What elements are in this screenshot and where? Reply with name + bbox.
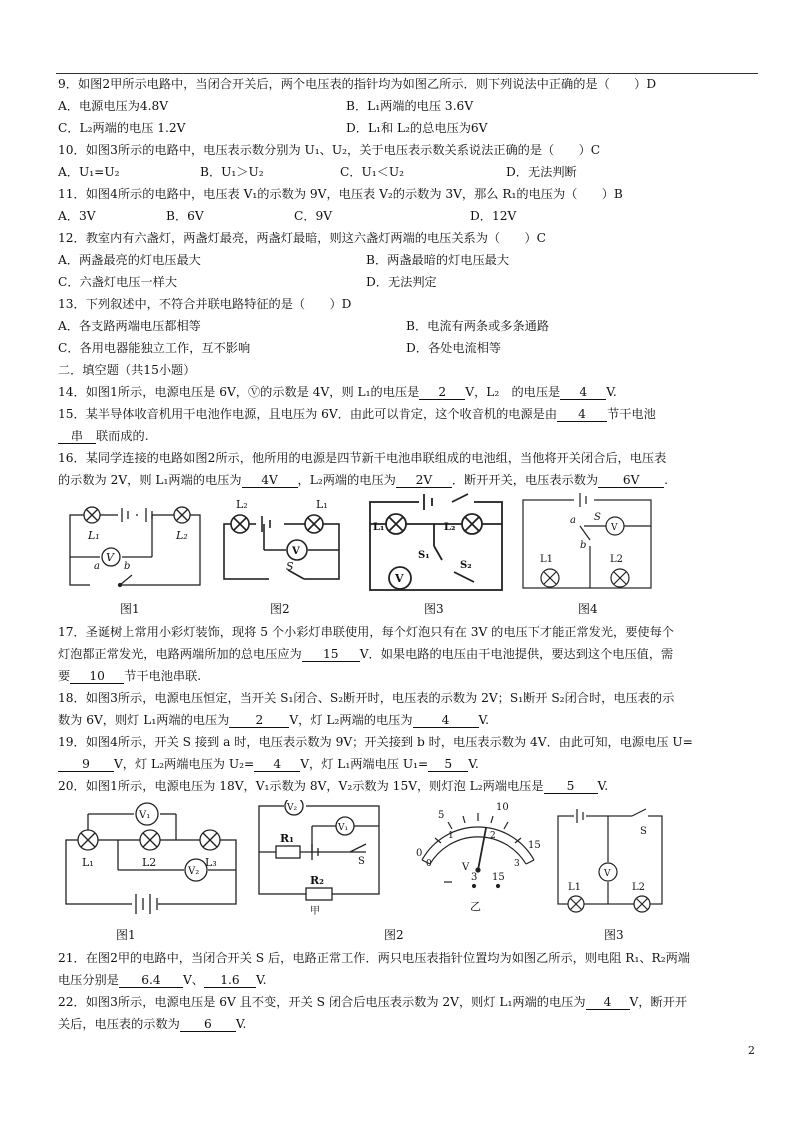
q12-option-d: D．无法判定 <box>366 275 437 289</box>
q21-text-4: V. <box>255 973 267 987</box>
q19-text-2: V，灯 L₂两端电压为 U₂= <box>114 757 255 771</box>
figure3b-circuit <box>552 806 672 916</box>
q22-line-2 <box>58 1016 246 1032</box>
q16-line-2 <box>58 472 668 488</box>
q22-line-1 <box>58 994 687 1010</box>
fig3b-v-label: V <box>604 869 611 879</box>
q17-text-2: 灯泡都正常发光，电路两端所加的总电压应为 <box>58 647 302 661</box>
q13-stem: 13．下列叙述中，不符合并联电路特征的是（ ）D <box>58 297 352 311</box>
q10-option-d: D．无法判断 <box>506 165 577 179</box>
meter-bottom-0: 0 <box>426 859 432 869</box>
q20-text-1: 20．如图1所示，电源电压为 18V，V₁示数为 8V，V₂示数为 15V，则灯泡 L₂两端电压是 <box>58 779 544 793</box>
q17-answer-1: 15 <box>302 647 360 662</box>
q15-line-1 <box>58 406 656 422</box>
q16-text-5: . <box>664 473 668 487</box>
meter-yi-label: 乙 <box>470 900 481 913</box>
figure4-circuit <box>518 490 658 598</box>
q9-option-b: B．L₁两端的电压 3.6V <box>346 99 474 113</box>
fig2-v-label: V <box>292 546 300 557</box>
meter-terminal-15: 15 <box>492 872 505 883</box>
fig1-l1-label: L₁ <box>88 529 100 542</box>
q18-line-1: 18．如图3所示，电源电压恒定，当开关 S₁闭合、S₂断开时，电压表的示数为 2V；S₁断开 S₂闭合时，电压表的示 <box>58 691 675 705</box>
q18-text-2: 数为 6V，则灯 L₁两端的电压为 <box>58 713 230 727</box>
q19-line-1: 19．如图4所示，开关 S 接到 a 时，电压表示数为 9V；开关接到 b 时，电压表示数为 4V．由此可知，电源电压 U= <box>58 735 693 749</box>
fig4-v-label: V <box>611 523 618 533</box>
fig4-s-label: S <box>594 512 601 523</box>
q19-line-2 <box>58 756 479 772</box>
q19-answer-1: 9 <box>58 757 114 772</box>
q16-text-2: 的示数为 2V，则 L₁两端的电压为 <box>58 473 242 487</box>
q10-option-b: B．U₁＞U₂ <box>200 165 264 179</box>
q19-text-3: V，灯 L₁两端电压 U₁= <box>300 757 429 771</box>
fig1b-l2-label: L2 <box>142 856 157 869</box>
q10-stem: 10．如图3所示的电路中，电压表示数分别为 U₁、U₂，关于电压表示数关系说法正确的是（ ）C <box>58 143 601 157</box>
q15-text-3: 联而成的. <box>96 429 149 443</box>
fig2-s-label: S <box>286 560 294 573</box>
fig3b-s-label: S <box>640 826 647 837</box>
fig-row2-caption-3: 图3 <box>604 928 624 942</box>
figure2-circuit <box>214 492 349 592</box>
q9-options-1 <box>58 98 474 114</box>
q15-line-2 <box>58 428 149 444</box>
meter-top-5: 5 <box>438 810 445 821</box>
meter-unit: V <box>462 862 470 873</box>
q11-stem: 11．如图4所示的电路中，电压表 V₁的示数为 9V，电压表 V₂的示数为 3V，那么 R₁的电压为（ ）B <box>58 187 623 201</box>
q11-option-c: C．9V <box>294 209 333 223</box>
meter-terminal-3: 3 <box>471 872 478 883</box>
q22-text-4: V. <box>235 1017 247 1031</box>
q20 <box>58 778 608 794</box>
q16-line-1: 16．某同学连接的电路如图2所示，他所用的电源是四节新干电池串联组成的电池组，当他将开关闭合后，电压表 <box>58 451 667 465</box>
fig-row1-caption-3: 图3 <box>424 602 444 616</box>
q10-option-a: A．U₁=U₂ <box>58 165 120 179</box>
q9-option-c: C．L₂两端的电压 1.2V <box>58 121 186 135</box>
q13-options-2 <box>58 340 502 356</box>
fig-row1-caption-2: 图2 <box>270 602 290 616</box>
q16-answer-2: 2V <box>396 473 452 488</box>
q22-answer-2: 6 <box>180 1017 236 1032</box>
q17-answer-2: 10 <box>70 669 124 684</box>
q12-stem: 12．教室内有六盏灯，两盏灯最亮，两盏灯最暗，则这六盏灯两端的电压关系为（ ）C <box>58 231 546 245</box>
q12-options-1 <box>58 252 510 268</box>
page-number: 2 <box>748 1044 755 1057</box>
fig2b-v1-label: V₁ <box>338 823 349 833</box>
fig2-l2-label: L₂ <box>236 498 248 511</box>
fig-row1-caption-4: 图4 <box>578 602 598 616</box>
q18-answer-2: 4 <box>413 713 479 728</box>
q12-option-b: B．两盏最暗的灯电压最大 <box>366 253 510 267</box>
q21-answer-1: 6.4 <box>119 973 183 988</box>
fig3-l2-label: L₂ <box>444 522 456 533</box>
meter-bottom-2: 2 <box>490 831 496 841</box>
fig-row1-caption-1: 图1 <box>120 602 140 616</box>
q13-option-a: A．各支路两端电压都相等 <box>58 319 201 333</box>
fig2b-r2-label: R₂ <box>310 874 324 887</box>
figure2b-circuit <box>254 800 394 922</box>
q14-answer-2: 4 <box>560 385 606 400</box>
meter-top-0: 0 <box>416 848 423 859</box>
q12-options-2 <box>58 274 437 290</box>
q19-text-4: V. <box>468 757 479 771</box>
figure1b-circuit <box>60 800 242 920</box>
fig-row2-caption-1: 图1 <box>116 928 136 942</box>
q19-answer-3: 5 <box>428 757 468 772</box>
meter-top-15: 15 <box>528 840 541 851</box>
q15-answer-2: 串 <box>58 429 96 444</box>
q17-line-2 <box>58 646 673 662</box>
fig-row2-caption-2: 图2 <box>384 928 404 942</box>
q20-answer-1: 5 <box>544 779 598 794</box>
q11-option-a: A．3V <box>58 209 96 223</box>
q15-text-1: 15．某半导体收音机用干电池作电源，且电压为 6V．由此可以肯定，这个收音机的电源是由 <box>58 407 558 421</box>
q11-options <box>58 208 517 224</box>
q14-text-3: V. <box>606 385 617 399</box>
q9-options-2 <box>58 120 488 136</box>
q21-answer-2: 1.6 <box>204 973 256 988</box>
q14 <box>58 384 617 400</box>
fig1b-l3-label: L₃ <box>205 856 217 869</box>
q11-option-b: B．6V <box>166 209 204 223</box>
meter-top-10: 10 <box>496 802 509 813</box>
fig1-a-label: a <box>94 561 100 572</box>
q17-line-3 <box>58 668 201 684</box>
fig3b-l2-label: L2 <box>632 882 646 893</box>
q16-answer-3: 6V <box>598 473 664 488</box>
q22-text-2: V，断开开 <box>629 995 688 1009</box>
q12-option-c: C．六盏灯电压一样大 <box>58 275 178 289</box>
q21-line-1: 21．在图2甲的电路中，当闭合开关 S 后，电路正常工作．两只电压表指针位置均为如图乙所示，则电阻 R₁、R₂两端 <box>58 951 690 965</box>
q13-options-1 <box>58 318 550 334</box>
header-rule <box>56 73 758 74</box>
q12-option-a: A．两盏最亮的灯电压最大 <box>58 253 201 267</box>
q22-text-1: 22．如图3所示，电源电压是 6V 且不变，开关 S 闭合后电压表示数为 2V，则灯 L₁两端的电压为 <box>58 995 586 1009</box>
fig3-s1-label: S₁ <box>418 550 430 561</box>
q20-text-2: V. <box>597 779 609 793</box>
q10-options <box>58 164 577 180</box>
q13-option-d: D．各处电流相等 <box>406 341 502 355</box>
fig2-l1-label: L₁ <box>316 498 328 511</box>
fig1b-v2-label: V₂ <box>188 866 200 877</box>
fig3-s2-label: S₂ <box>460 560 472 571</box>
q9-stem: 9．如图2甲所示电路中，当闭合开关后，两个电压表的指针均为如图乙所示．则下列说法中正确的是（ ）D <box>58 77 657 91</box>
q19-answer-2: 4 <box>254 757 300 772</box>
fig2b-r1-label: R₁ <box>280 832 294 845</box>
fig1b-v1-label: V₁ <box>139 810 151 821</box>
q16-text-4: ．断开开关，电压表示数为 <box>451 473 599 487</box>
figure3-circuit <box>364 490 510 596</box>
fig2b-v2-label: V₂ <box>287 803 298 813</box>
q14-text-2: V，L₂ 的电压是 <box>465 385 561 399</box>
q18-line-2 <box>58 712 489 728</box>
q16-text-3: ，L₂两端的电压为 <box>297 473 396 487</box>
q21-text-2: 电压分别是 <box>58 973 119 987</box>
q14-answer-1: 2 <box>419 385 465 400</box>
fig1-v-label: V <box>106 551 114 564</box>
fig1b-l1-label: L₁ <box>82 856 94 869</box>
q22-answer-1: 4 <box>586 995 630 1010</box>
q22-text-3: 关后，电压表的示数为 <box>58 1017 180 1031</box>
fig2b-s-label: S <box>358 856 365 867</box>
q16-answer-1: 4V <box>242 473 298 488</box>
q17-line-1: 17．圣诞树上常用小彩灯装饰，现将 5 个小彩灯串联使用，每个灯泡只有在 3V 的电压下才能正常发光，要使每个 <box>58 625 674 639</box>
q21-line-2 <box>58 972 266 988</box>
q13-option-c: C．各用电器能独立工作，互不影响 <box>58 341 251 355</box>
fig2b-jia-label: 甲 <box>310 906 320 917</box>
voltmeter-dial-figure <box>408 800 548 922</box>
fig4-a-label: a <box>570 515 576 526</box>
fig4-l1-label: L1 <box>540 554 554 565</box>
q18-answer-1: 2 <box>229 713 289 728</box>
q15-answer-1: 4 <box>557 407 607 422</box>
section-heading: 二．填空题（共15小题） <box>58 363 196 377</box>
fig3-v-label: V <box>395 572 404 585</box>
q21-text-3: V、 <box>182 973 204 987</box>
fig4-l2-label: L2 <box>610 554 624 565</box>
q17-text-4: 要 <box>58 669 71 683</box>
fig1-l2-label: L₂ <box>176 529 188 542</box>
meter-bottom-1: 1 <box>448 831 454 841</box>
fig1-b-label: b <box>124 561 131 572</box>
fig3b-l1-label: L1 <box>568 882 582 893</box>
figure1-circuit <box>60 495 210 595</box>
q18-text-4: V. <box>478 713 490 727</box>
q17-text-5: 节干电池串联. <box>124 669 202 683</box>
q11-option-d: D．12V <box>470 209 517 223</box>
q15-text-2: 节干电池 <box>607 407 656 421</box>
meter-bottom-3: 3 <box>514 859 520 869</box>
fig4-b-label: b <box>580 540 587 551</box>
q13-option-b: B．电流有两条或多条通路 <box>406 319 550 333</box>
q17-text-3: V．如果电路的电压由干电池提供，要达到这个电压值，需 <box>359 647 674 661</box>
q9-option-d: D．L₁和 L₂的总电压为6V <box>346 121 488 135</box>
q14-text-1: 14．如图1所示，电源电压是 6V，Ⓥ的示数是 4V，则 L₁的电压是 <box>58 385 420 399</box>
fig3-l1-label: L₁ <box>373 522 385 533</box>
q18-text-3: V，灯 L₂两端的电压为 <box>289 713 413 727</box>
q10-option-c: C．U₁＜U₂ <box>340 165 405 179</box>
q9-option-a: A．电源电压为4.8V <box>58 99 169 113</box>
